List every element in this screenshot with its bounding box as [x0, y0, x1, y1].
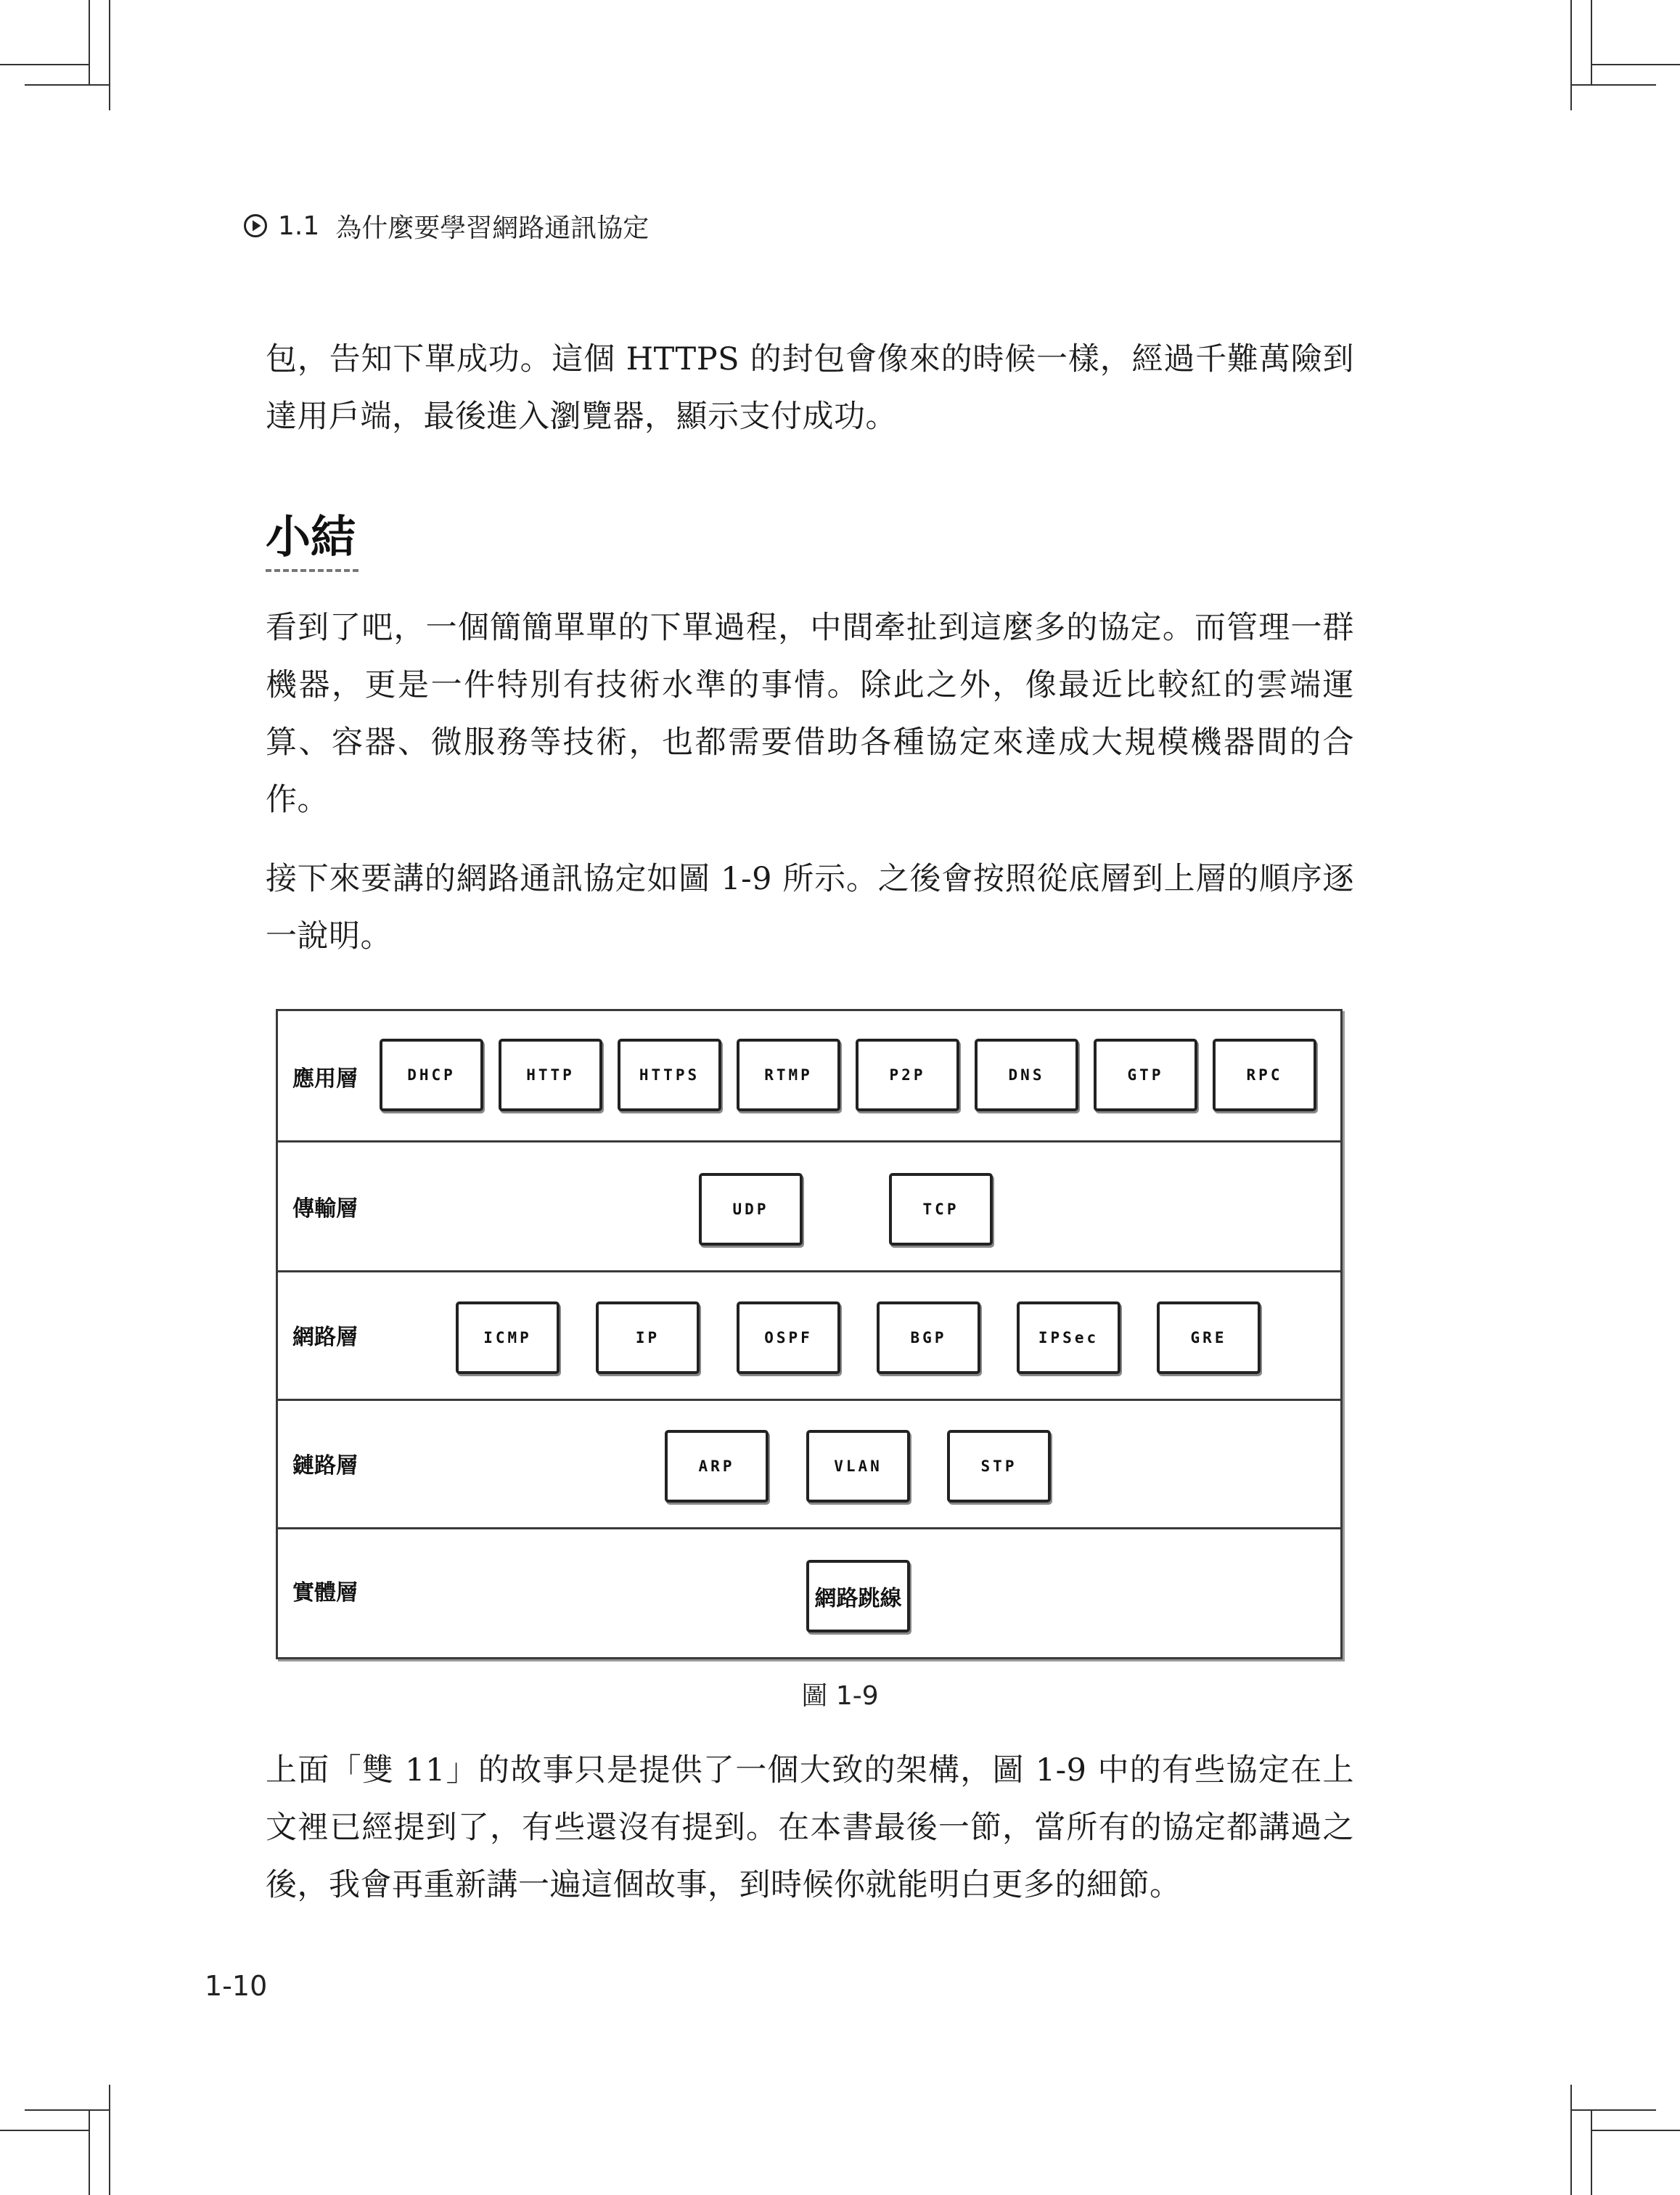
protocol-box: UDP [699, 1173, 803, 1246]
protocol-box: DHCP [380, 1039, 483, 1111]
protocol-box: GRE [1157, 1301, 1261, 1374]
crop-mark [1570, 2109, 1656, 2111]
page-number: 1-10 [205, 1970, 268, 2002]
protocol-box: P2P [856, 1039, 959, 1111]
crop-mark [1591, 64, 1680, 65]
paragraph-1: 包，告知下單成功。這個 HTTPS 的封包會像來的時候一樣，經過千難萬險到達用戶端，最後進入瀏覽器，顯示支付成功。 [266, 341, 1354, 435]
crop-mark [0, 2130, 89, 2131]
crop-mark [89, 2109, 90, 2195]
crop-mark [1570, 2085, 1572, 2195]
protocol-box: HTTPS [618, 1039, 721, 1111]
protocol-box: RTMP [737, 1039, 840, 1111]
section-title: 小結 [266, 510, 356, 563]
protocol-box: HTTP [499, 1039, 602, 1111]
crop-mark [109, 0, 110, 110]
layer-label: 傳輸層 [292, 1196, 358, 1222]
crop-mark [109, 2085, 110, 2195]
layer-application [278, 1011, 1340, 1143]
crop-mark [25, 2109, 110, 2111]
protocol-box: IPSec [1017, 1301, 1120, 1374]
layer-data-link [278, 1401, 1340, 1529]
crop-mark [1591, 2109, 1592, 2195]
crop-mark [25, 84, 110, 86]
protocol-box: RPC [1213, 1039, 1316, 1111]
protocol-box: TCP [889, 1173, 993, 1246]
protocol-box: DNS [975, 1039, 1078, 1111]
protocol-box: BGP [877, 1301, 980, 1374]
crop-mark [1591, 0, 1592, 86]
section-title-underline [266, 569, 358, 572]
header-title: 為什麼要學習網路通訊協定 [335, 213, 650, 243]
protocol-stack-diagram [276, 1009, 1343, 1659]
paragraph-3: 接下來要講的網路通訊協定如圖 1-9 所示。之後會按照從底層到上層的順序逐一說明。 [266, 861, 1354, 955]
protocol-box: STP [947, 1430, 1051, 1503]
crop-mark [89, 0, 90, 86]
protocol-box: IP [596, 1301, 700, 1374]
running-header [243, 208, 649, 244]
paragraph-4: 上面「雙 11」的故事只是提供了一個大致的架構，圖 1-9 中的有些協定在上文裡已經提到了，有些還沒有提到。在本書最後一節，當所有的協定都講過之後，我會再重新講一遍這個故事，到時候你就能明白更多的細節。 [266, 1752, 1354, 1903]
protocol-box: VLAN [806, 1430, 910, 1503]
crop-mark [1591, 2130, 1680, 2131]
protocol-box: ARP [665, 1430, 769, 1503]
protocol-box: ICMP [456, 1301, 560, 1374]
play-circle-icon [243, 213, 268, 238]
layer-network [278, 1272, 1340, 1401]
figure-caption: 圖 1-9 [801, 1681, 879, 1711]
layer-transport [278, 1143, 1340, 1272]
protocol-box: OSPF [737, 1301, 840, 1374]
paragraph-2: 看到了吧，一個簡簡單單的下單過程，中間牽扯到這麼多的協定。而管理一群機器，更是一件特別有技術水準的事情。除此之外，像最近比較紅的雲端運算、容器、微服務等技術，也都需要借助各種協定來達成大規模機器間的合作。 [266, 610, 1354, 818]
crop-mark [1570, 0, 1572, 110]
layer-label: 鏈路層 [292, 1453, 358, 1479]
layer-label: 實體層 [292, 1580, 358, 1606]
protocol-box: 網路跳線 [806, 1560, 910, 1632]
header-section-number: 1.1 [278, 210, 320, 241]
crop-mark [1570, 84, 1656, 86]
layer-physical [278, 1529, 1340, 1661]
layer-label: 應用層 [292, 1066, 358, 1092]
crop-mark [0, 64, 89, 65]
protocol-box: GTP [1094, 1039, 1197, 1111]
layer-label: 網路層 [292, 1325, 358, 1350]
